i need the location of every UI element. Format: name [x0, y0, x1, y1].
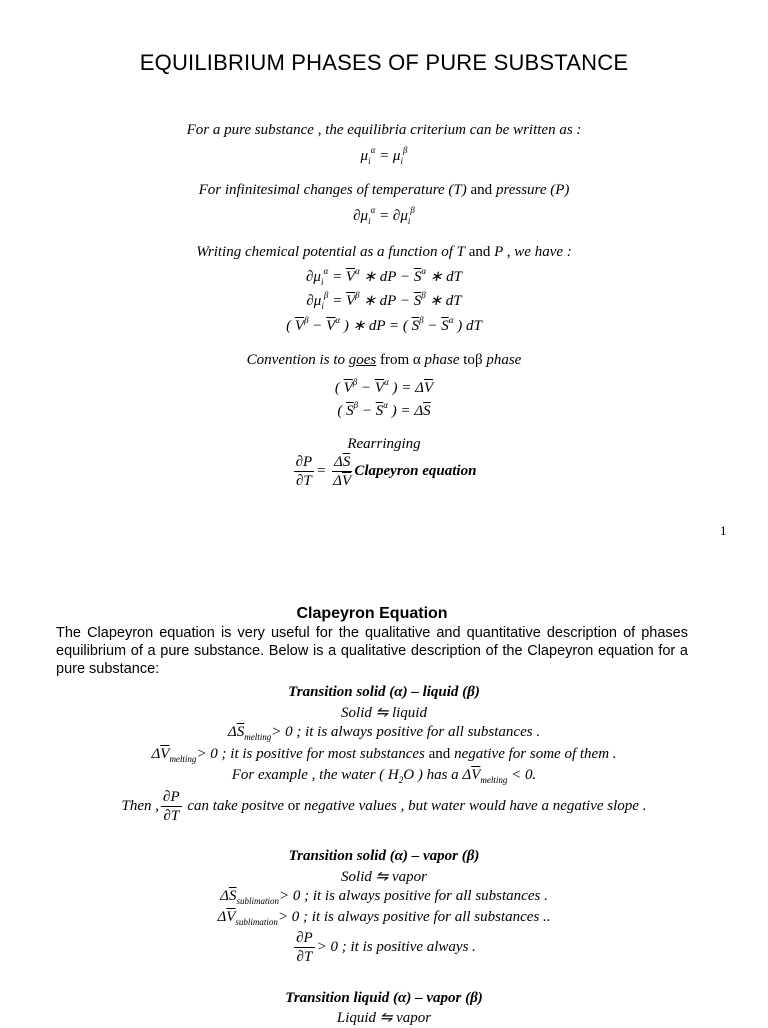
equation-delta-s: ( $\overline{S}^\beta - \overline{S}^\alpha$ ) = $\Delta\overline{S}$ [337, 400, 431, 419]
slope-line: Then , $\frac{\partial P}{\partial T}$ can take positve or negative values , but water would have a negative slope . [121, 789, 647, 825]
criterion-text: For a pure substance , the equilibria criterium can be written as : [186, 122, 582, 138]
transition-liquid-vapor-title: Transition liquid (α) – vapor (β) [285, 990, 483, 1006]
equation-difference: ( $\overline{V}^\beta - \overline{V}^\alpha$ ) ∗ dP = ( $\overline{S}^\beta - \overline{S}^\alpha$ ) dT [286, 315, 482, 334]
solid-liquid-equilibrium: Solid ⇋ liquid [341, 705, 427, 721]
section-heading: Clapeyron Equation [296, 605, 448, 622]
equation-mu-equal: $\mu_i^\alpha = \mu_i^\beta$ [360, 145, 408, 166]
sublimation-slope-line: $\frac{\partial P}{\partial T}$ > 0 ; it is positive always . [296, 930, 476, 966]
equation-alpha: $\partial\mu_i^\alpha = \overline{V}^\alpha$ ∗ dP − $\overline{S}^\alpha$ ∗ dT [306, 266, 462, 287]
page-number: 1 [720, 523, 727, 538]
intro-paragraph: The Clapeyron equation is very useful for the qualitative and quantitative description of phases equilibrium of a pure substance. Below is a qualitative description of the Clapeyron equation for a pure substance: [56, 625, 688, 677]
melting-volume-line: $\Delta\overline{V}_{melting}> 0$ ; it is positive for most substances and negative for some of them . [151, 746, 617, 764]
transition-solid-liquid-title: Transition solid (α) – liquid (β) [288, 684, 480, 700]
sublimation-volume-line: $\Delta\overline{V}_{sublimation}> 0$ ; it is always positive for all substances .. [217, 909, 551, 927]
equation-delta-v: ( $\overline{V}^\beta - \overline{V}^\alpha$ ) = $\Delta\overline{V}$ [334, 377, 434, 396]
rearranging-text: Rearringing [347, 436, 421, 452]
transition-solid-vapor-title: Transition solid (α) – vapor (β) [288, 848, 480, 864]
chemical-potential-text: Writing chemical potential as a function of T and P , we have : [196, 244, 572, 260]
convention-text: Convention is to goes from α phase toβ phase [246, 352, 522, 368]
liquid-vapor-equilibrium: Liquid ⇋ vapor [336, 1010, 432, 1026]
water-example-line: For example , the water ( $H_2O$ ) has a $\Delta\overline{V}_{melting} < 0$. [231, 767, 537, 785]
melting-entropy-line: $\Delta\overline{S}_{melting}> 0$ ; it is always positive for all substances . [227, 724, 541, 742]
sublimation-entropy-line: $\Delta\overline{S}_{sublimation}> 0$ ; it is always positive for all substances . [220, 888, 548, 906]
infinitesimal-text: For infinitesimal changes of temperature (T) and pressure (P) [198, 182, 570, 198]
page-title: EQUILIBRIUM PHASES OF PURE SUBSTANCE [139, 50, 629, 75]
equation-dmu-equal: $\partial\mu_i^\alpha = \partial\mu_i^\beta$ [353, 205, 415, 226]
clapeyron-equation: $\frac{\partial P}{\partial T}$ = $\frac{\Delta\overline{S}}{\Delta\overline{V}}$ Clapeyron equation [295, 454, 477, 490]
solid-vapor-equilibrium: Solid ⇋ vapor [341, 869, 427, 885]
equation-beta: $\partial\mu_i^\beta = \overline{V}^\beta$ ∗ dP − $\overline{S}^\beta$ ∗ dT [306, 290, 462, 311]
